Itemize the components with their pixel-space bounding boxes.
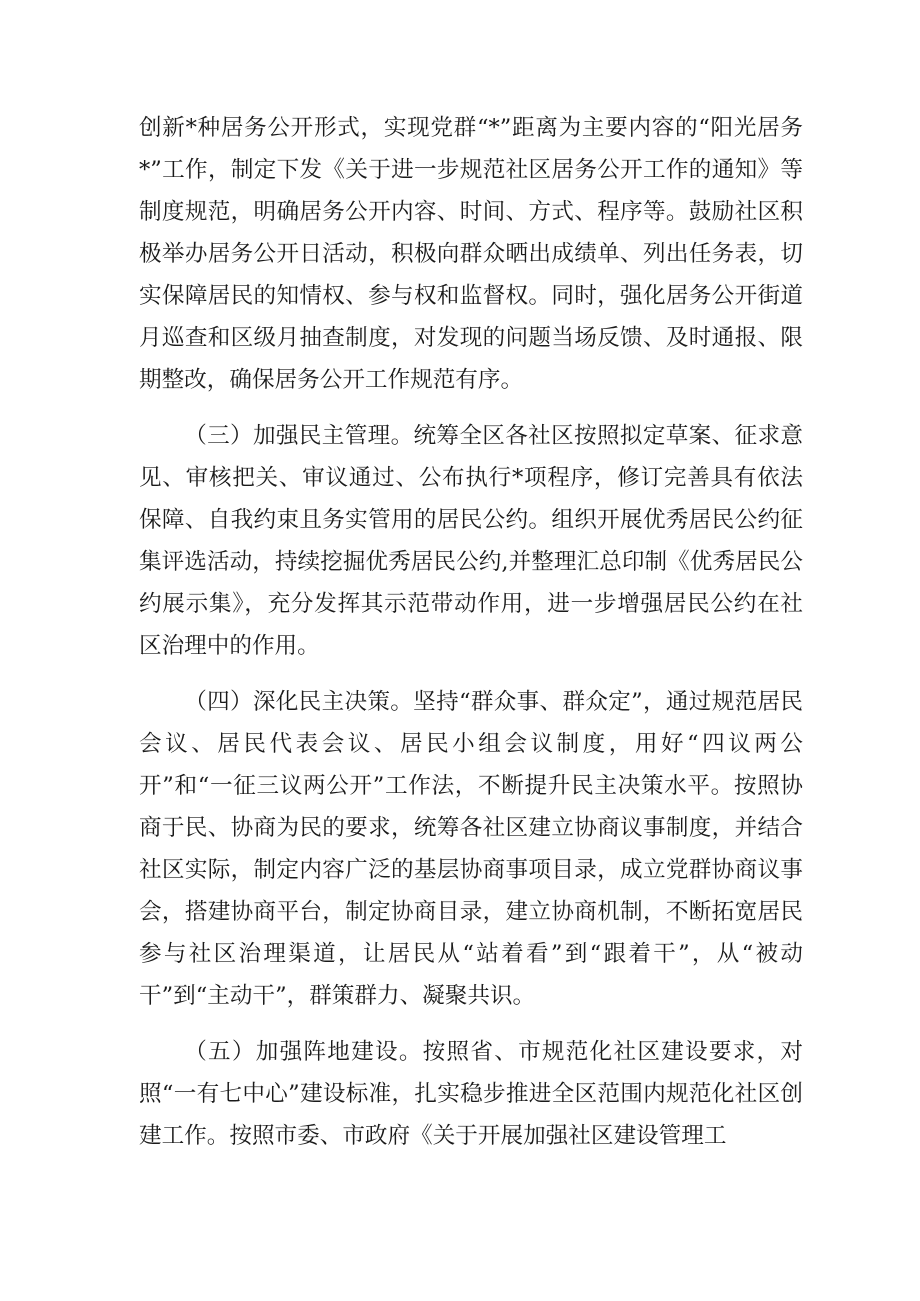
paragraph-democratic-management: （三）加强民主管理。统筹全区各社区按照拟定草案、征求意见、审核把关、审议通过、公布执行*项程序，修订完善具有依法保障、自我约束且务实管用的居民公约。组织开展优秀居民公约征集评选活动，持续挖掘优秀居民公约,并整理汇总印制《优秀居民公约展示集》，充分发挥其示范带动作用，进一步增强居民公约在社区治理中的作用。 — [139, 423, 803, 659]
document-body — [139, 107, 803, 1157]
paragraph-position-building: （五）加强阵地建设。按照省、市规范化社区建设要求，对照“一有七中心”建设标准，扎实稳步推进全区范围内规范化社区创建工作。按照市委、市政府《关于开展加强社区建设管理工 — [139, 1039, 803, 1149]
paragraph-democratic-decision: （四）深化民主决策。坚持“群众事、群众定”，通过规范居民会议、居民代表会议、居民小组会议制度，用好“四议两公开”和“一征三议两公开”工作法，不断提升民主决策水平。按照协商于民、协商为民的要求，统筹各社区建立协商议事制度，并结合社区实际，制定内容广泛的基层协商事项目录，成立党群协商议事会，搭建协商平台，制定协商目录，建立协商机制，不断拓宽居民参与社区治理渠道，让居民从“站着看”到“跟着干”，从“被动干”到“主动干”，群策群力、凝聚共识。 — [139, 689, 803, 1009]
paragraph-continuation: 创新*种居务公开形式，实现党群“*”距离为主要内容的“阳光居务*”工作，制定下发《关于进一步规范社区居务公开工作的通知》等制度规范，明确居务公开内容、时间、方式、程序等。鼓励社区积极举办居务公开日活动，积极向群众晒出成绩单、列出任务表，切实保障居民的知情权、参与权和监督权。同时，强化居务公开街道月巡查和区级月抽查制度，对发现的问题当场反馈、及时通报、限期整改，确保居务公开工作规范有序。 — [139, 115, 803, 393]
